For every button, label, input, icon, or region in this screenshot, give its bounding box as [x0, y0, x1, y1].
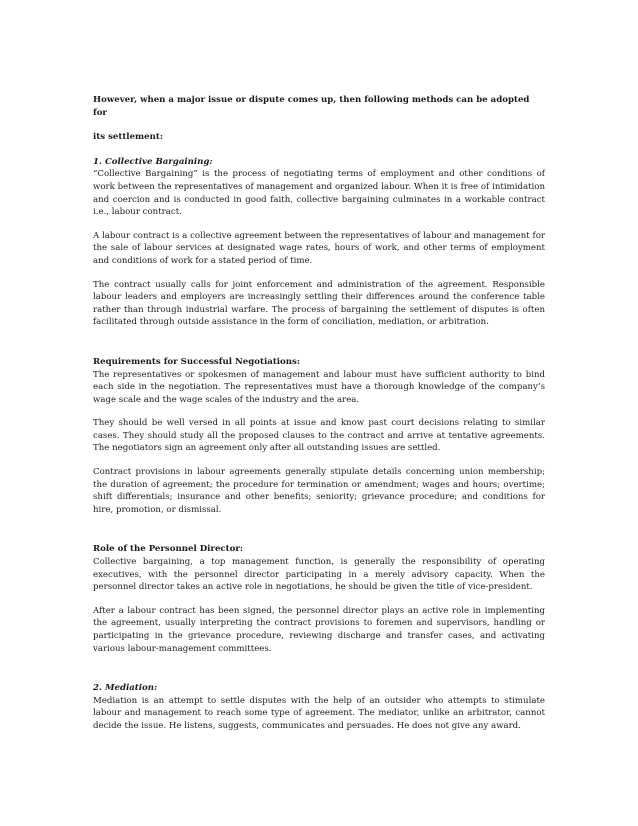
paragraph: The contract usually calls for joint enforcement and administration of the agreement. Responsible labour leaders and employers are increasingly settling their differences around the conference table rather than through industrial warfare. The process of bargaining the settlement of disputes is often facilitated through outside assistance in the form of conciliation, mediation, or arbitration. [93, 279, 545, 328]
paragraph: “Collective Bargaining” is the process of negotiating terms of employment and other conditions of work between the representatives of management and organized labour. When it is free of intimidation and coercion and is conducted in good faith, collective bargaining culminates in a workable contract i.e., labour contract. [93, 169, 545, 218]
section-gap [93, 527, 545, 543]
paragraph: Mediation is an attempt to settle disputes with the help of an outsider who attempts to stimulate labour and management to reach some type of agreement. The mediator, unlike an arbitrator, cannot decide the issue. He listens, suggests, communicates and persuades. He does not give any award. [93, 695, 545, 731]
paragraph: The representatives or spokesmen of management and labour must have sufficient authority to bind each side in the negotiation. The representatives must have a thorough knowledge of the company’s wage scale and the wage scales of the industry and the area. [93, 369, 545, 405]
section-heading-requirements: Requirements for Successful Negotiations: [93, 356, 301, 367]
intro-line-2: its settlement: [93, 132, 163, 143]
paragraph: Collective bargaining, a top management function, is generally the responsibility of operating executives, with the personnel director participating in a merely advisory capacity. When the personnel director takes an active role in negotiations, he should be given the title of vice-president. [93, 557, 545, 593]
paragraph: A labour contract is a collective agreement between the representatives of labour and management for the sale of labour services at designated wage rates, hours of work, and other terms of employment and conditions of work for a stated period of time. [93, 230, 545, 266]
section-gap [93, 340, 545, 356]
paragraph: Contract provisions in labour agreements generally stipulate details concerning union membership; the duration of agreement; the procedure for termination or amendment; wages and hours; overtime; shift differentials; insurance and other benefits; seniority; grievance procedure; and conditions for hire, promotion, or dismissal. [93, 467, 545, 515]
paragraph: They should be well versed in all points at issue and know past court decisions relating to similar cases. They should study all the proposed clauses to the contract and arrive at tentative agreements. The negotiators sign an agreement only after all outstanding issues are settled. [93, 418, 545, 454]
section-gap [93, 666, 545, 682]
document-page [93, 94, 545, 744]
section-heading-collective-bargaining: 1. Collective Bargaining: [93, 156, 213, 167]
section-heading-mediation: 2. Mediation: [93, 683, 158, 694]
intro-line-1: However, when a major issue or dispute comes up, then following methods can be adopted for [93, 95, 530, 118]
section-heading-personnel-director: Role of the Personnel Director: [93, 544, 244, 555]
paragraph: After a labour contract has been signed, the personnel director plays an active role in implementing the agreement, usually interpreting the contract provisions to foremen and supervisors, handling or participating in the grievance procedure, reviewing discharge and transfer cases, and activating various labour-management committees. [93, 605, 545, 654]
